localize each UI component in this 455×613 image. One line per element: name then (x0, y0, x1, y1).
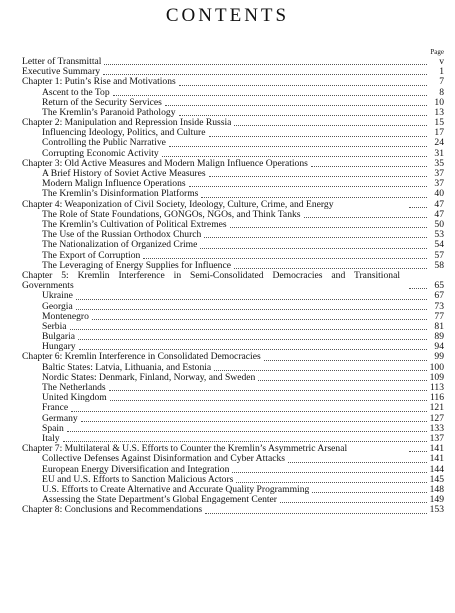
toc-section-entry[interactable] (22, 485, 444, 495)
page-title: CONTENTS (165, 5, 290, 26)
toc-chapter-entry[interactable] (22, 271, 444, 291)
dot-leader (109, 390, 427, 391)
toc-entry-page-number: 13 (434, 106, 444, 118)
toc-section-entry[interactable] (22, 291, 444, 301)
toc-entry-page-number: 35 (434, 157, 444, 169)
toc-entry-label: The Role of State Foundations, GONGOs, NGOs, and Think Tanks (42, 209, 301, 220)
dot-leader (288, 462, 427, 463)
toc-section-entry[interactable] (22, 240, 444, 250)
toc-entry-label: France (42, 403, 69, 414)
dot-leader (189, 186, 427, 187)
dot-leader (409, 207, 427, 208)
toc-entry-label: Hungary (42, 342, 76, 353)
toc-chapter-entry[interactable] (22, 352, 444, 362)
dot-leader (67, 431, 427, 432)
toc-entry-page-number: 148 (429, 483, 444, 495)
toc-entry-page-number: 141 (429, 443, 444, 455)
toc-entry-label: Corrupting Economic Activity (42, 148, 159, 159)
toc-entry-page-number: 149 (429, 494, 444, 506)
toc-entry-page-number: 54 (434, 239, 444, 251)
toc-section-entry[interactable] (22, 128, 444, 138)
toc-entry-label: Assessing the State Department’s Global Engagement Center (42, 495, 277, 506)
toc-section-entry[interactable] (22, 169, 444, 179)
dot-leader (92, 319, 427, 320)
toc-entry-label: The Use of the Russian Orthodox Church (42, 230, 202, 241)
toc-entry-label: U.S. Efforts to Create Alternative and Accurate Quality Programming (42, 484, 310, 495)
toc-section-entry[interactable] (22, 189, 444, 199)
toc-entry-page-number: 145 (429, 473, 444, 485)
toc-section-entry[interactable] (22, 393, 444, 403)
dot-leader (76, 309, 427, 310)
toc-entry-label: Executive Summary (22, 67, 101, 78)
table-of-contents (22, 57, 444, 516)
toc-section-entry[interactable] (22, 322, 444, 332)
toc-entry-label: Ascent to the Top (42, 87, 110, 98)
dot-leader (70, 329, 427, 330)
toc-entry-page-number: 77 (434, 310, 444, 322)
toc-section-entry[interactable] (22, 403, 444, 413)
toc-entry-label: EU and U.S. Efforts to Sanction Malicious Actors (42, 474, 234, 485)
toc-section-entry[interactable] (22, 302, 444, 312)
toc-entry-page-number: 99 (434, 351, 444, 363)
toc-entry-page-number: 116 (429, 392, 444, 404)
toc-section-entry[interactable] (22, 261, 444, 271)
toc-entry-page-number: 100 (429, 361, 444, 373)
toc-chapter-entry[interactable] (22, 159, 444, 169)
toc-entry-label: Baltic States: Latvia, Lithuania, and Estonia (42, 362, 212, 373)
toc-entry-page-number: 127 (429, 412, 444, 424)
toc-entry-label: United Kingdom (42, 393, 107, 404)
dot-leader (76, 299, 427, 300)
dot-leader (258, 380, 426, 381)
dot-leader (205, 513, 426, 514)
toc-entry-page-number: 17 (434, 127, 444, 139)
toc-entry-page-number: 81 (434, 320, 444, 332)
toc-entry-label: Return of the Security Services (42, 97, 162, 108)
toc-entry-label: Chapter 6: Kremlin Interference in Consolidated Democracies (22, 352, 261, 363)
dot-leader (409, 288, 427, 289)
toc-entry-label: The Leveraging of Energy Supplies for Influence (42, 260, 231, 271)
toc-section-entry[interactable] (22, 454, 444, 464)
toc-section-entry[interactable] (22, 230, 444, 240)
toc-entry-label: Serbia (42, 321, 67, 332)
toc-entry-page-number: 121 (429, 402, 444, 414)
toc-entry-label: The Kremlin’s Cultivation of Political Extremes (42, 220, 227, 230)
toc-entry-page-number: v (439, 55, 444, 67)
toc-entry-page-number: 47 (434, 198, 444, 210)
toc-section-entry[interactable] (22, 414, 444, 424)
dot-leader (179, 115, 428, 116)
toc-chapter-entry[interactable] (22, 57, 444, 67)
toc-entry-page-number: 153 (429, 504, 444, 516)
toc-section-entry[interactable] (22, 465, 444, 475)
toc-entry-page-number: 24 (434, 137, 444, 149)
toc-entry-label: Georgia (42, 301, 73, 312)
dot-leader (304, 217, 427, 218)
toc-entry-page-number: 10 (434, 96, 444, 108)
toc-section-entry[interactable] (22, 342, 444, 352)
toc-section-entry[interactable] (22, 139, 444, 149)
toc-entry-page-number: 109 (429, 371, 444, 383)
toc-entry-label: Spain (42, 423, 64, 434)
toc-chapter-entry[interactable] (22, 77, 444, 87)
toc-entry-label: Chapter 4: Weaponization of Civil Society, Ideology, Culture, Crime, and Energy (22, 199, 334, 210)
dot-leader (311, 166, 427, 167)
toc-section-entry[interactable] (22, 475, 444, 485)
toc-section-entry[interactable] (22, 179, 444, 189)
toc-entry-label: The Nationalization of Organized Crime (42, 240, 198, 251)
toc-section-entry[interactable] (22, 98, 444, 108)
toc-section-entry[interactable] (22, 210, 444, 220)
toc-entry-label: Nordic States: Denmark, Finland, Norway, and Sweden (42, 372, 256, 383)
toc-entry-label: European Energy Diversification and Integration (42, 464, 230, 475)
dot-leader (104, 64, 427, 65)
toc-entry-label: Germany (42, 413, 78, 424)
toc-chapter-entry[interactable] (22, 505, 444, 515)
toc-entry-page-number: 94 (434, 341, 444, 353)
toc-section-entry[interactable] (22, 373, 444, 383)
dot-leader (234, 125, 427, 126)
toc-entry-page-number: 31 (434, 147, 444, 159)
toc-entry-label: Chapter 7: Multilateral & U.S. Efforts to Counter the Kremlin’s Asymmetric Arsenal (22, 444, 348, 455)
toc-entry-page-number: 57 (434, 249, 444, 261)
dot-leader (280, 502, 427, 503)
toc-entry-page-number: 141 (429, 453, 444, 465)
toc-entry-label: Influencing Ideology, Politics, and Culture (42, 128, 206, 139)
toc-section-entry[interactable] (22, 363, 444, 373)
page-column-label: Page (430, 48, 444, 56)
dot-leader (236, 482, 426, 483)
toc-entry-page-number: 67 (434, 290, 444, 302)
dot-leader (209, 176, 427, 177)
toc-chapter-entry[interactable] (22, 67, 444, 77)
toc-entry-label: Chapter 1: Putin’s Rise and Motivations (22, 77, 176, 88)
toc-entry-page-number: 73 (434, 300, 444, 312)
toc-section-entry[interactable] (22, 88, 444, 98)
toc-entry-page-number: 37 (434, 168, 444, 180)
toc-entry-label: The Kremlin’s Paranoid Pathology (42, 107, 176, 118)
toc-section-entry[interactable] (22, 251, 444, 261)
toc-entry-page-number: 47 (434, 208, 444, 220)
toc-entry-label: The Netherlands (42, 383, 106, 394)
toc-chapter-entry[interactable] (22, 118, 444, 128)
dot-leader (201, 197, 427, 198)
dot-leader (143, 258, 427, 259)
toc-section-entry[interactable] (22, 383, 444, 393)
dot-leader (179, 85, 427, 86)
toc-entry-label: The Export of Corruption (42, 250, 141, 261)
toc-section-entry[interactable] (22, 495, 444, 505)
toc-entry-page-number: 15 (434, 117, 444, 129)
toc-entry-label: Montenegro (42, 311, 89, 322)
toc-entry-label: Controlling the Public Narrative (42, 138, 166, 149)
toc-section-entry[interactable] (22, 424, 444, 434)
toc-chapter-entry[interactable] (22, 444, 444, 454)
toc-section-entry[interactable] (22, 149, 444, 159)
toc-section-entry[interactable] (22, 220, 444, 230)
toc-entry-label: Italy (42, 433, 60, 444)
dot-leader (169, 146, 427, 147)
toc-entry-page-number: 37 (434, 178, 444, 190)
dot-leader (165, 105, 427, 106)
dot-leader (110, 400, 427, 401)
toc-entry-page-number: 65 (434, 280, 444, 292)
dot-leader (232, 472, 426, 473)
toc-entry-page-number: 53 (434, 229, 444, 241)
toc-entry-label: Ukraine (42, 291, 73, 302)
dot-leader (204, 237, 427, 238)
dot-leader (200, 248, 427, 249)
dot-leader (78, 339, 427, 340)
dot-leader (234, 268, 427, 269)
toc-entry-label: Letter of Transmittal (22, 56, 102, 67)
toc-entry-page-number: 8 (439, 86, 444, 98)
toc-entry-page-number: 40 (434, 188, 444, 200)
dot-leader (63, 441, 427, 442)
toc-section-entry[interactable] (22, 312, 444, 322)
dot-leader (162, 156, 427, 157)
toc-entry-page-number: 89 (434, 331, 444, 343)
toc-entry-page-number: 58 (434, 259, 444, 271)
dot-leader (103, 74, 427, 75)
toc-section-entry[interactable] (22, 108, 444, 118)
dot-leader (81, 421, 427, 422)
toc-entry-label: Modern Malign Influence Operations (42, 179, 186, 190)
toc-entry-page-number: 133 (429, 422, 444, 434)
toc-chapter-entry[interactable] (22, 200, 444, 210)
toc-entry-label: Chapter 2: Manipulation and Repression Inside Russia (22, 118, 232, 129)
dot-leader (214, 370, 426, 371)
toc-entry-page-number: 144 (429, 463, 444, 475)
toc-entry-label: The Kremlin’s Disinformation Platforms (42, 189, 199, 200)
dot-leader (409, 451, 427, 452)
toc-entry-label: A Brief History of Soviet Active Measures (42, 169, 206, 180)
dot-leader (209, 136, 427, 137)
dot-leader (264, 360, 427, 361)
dot-leader (71, 411, 427, 412)
toc-entry-label: Chapter 8: Conclusions and Recommendations (22, 505, 203, 516)
toc-entry-label: Chapter 5: Kremlin Interference in Semi-Consolidated Democracies and Transitional Governments (22, 270, 400, 292)
toc-entry-page-number: 137 (429, 432, 444, 444)
dot-leader (312, 492, 426, 493)
dot-leader (230, 227, 427, 228)
toc-entry-label: Collective Defenses Against Disinformation and Cyber Attacks (42, 454, 285, 465)
toc-entry-label: Bulgaria (42, 332, 76, 343)
toc-entry-label: Chapter 3: Old Active Measures and Modern Malign Influence Operations (22, 158, 308, 169)
toc-section-entry[interactable] (22, 434, 444, 444)
dot-leader (113, 95, 427, 96)
toc-section-entry[interactable] (22, 332, 444, 342)
dot-leader (79, 349, 427, 350)
toc-entry-page-number: 1 (439, 66, 444, 78)
toc-entry-page-number: 113 (429, 382, 444, 394)
toc-entry-page-number: 7 (439, 76, 444, 88)
toc-entry-page-number: 50 (434, 219, 444, 230)
